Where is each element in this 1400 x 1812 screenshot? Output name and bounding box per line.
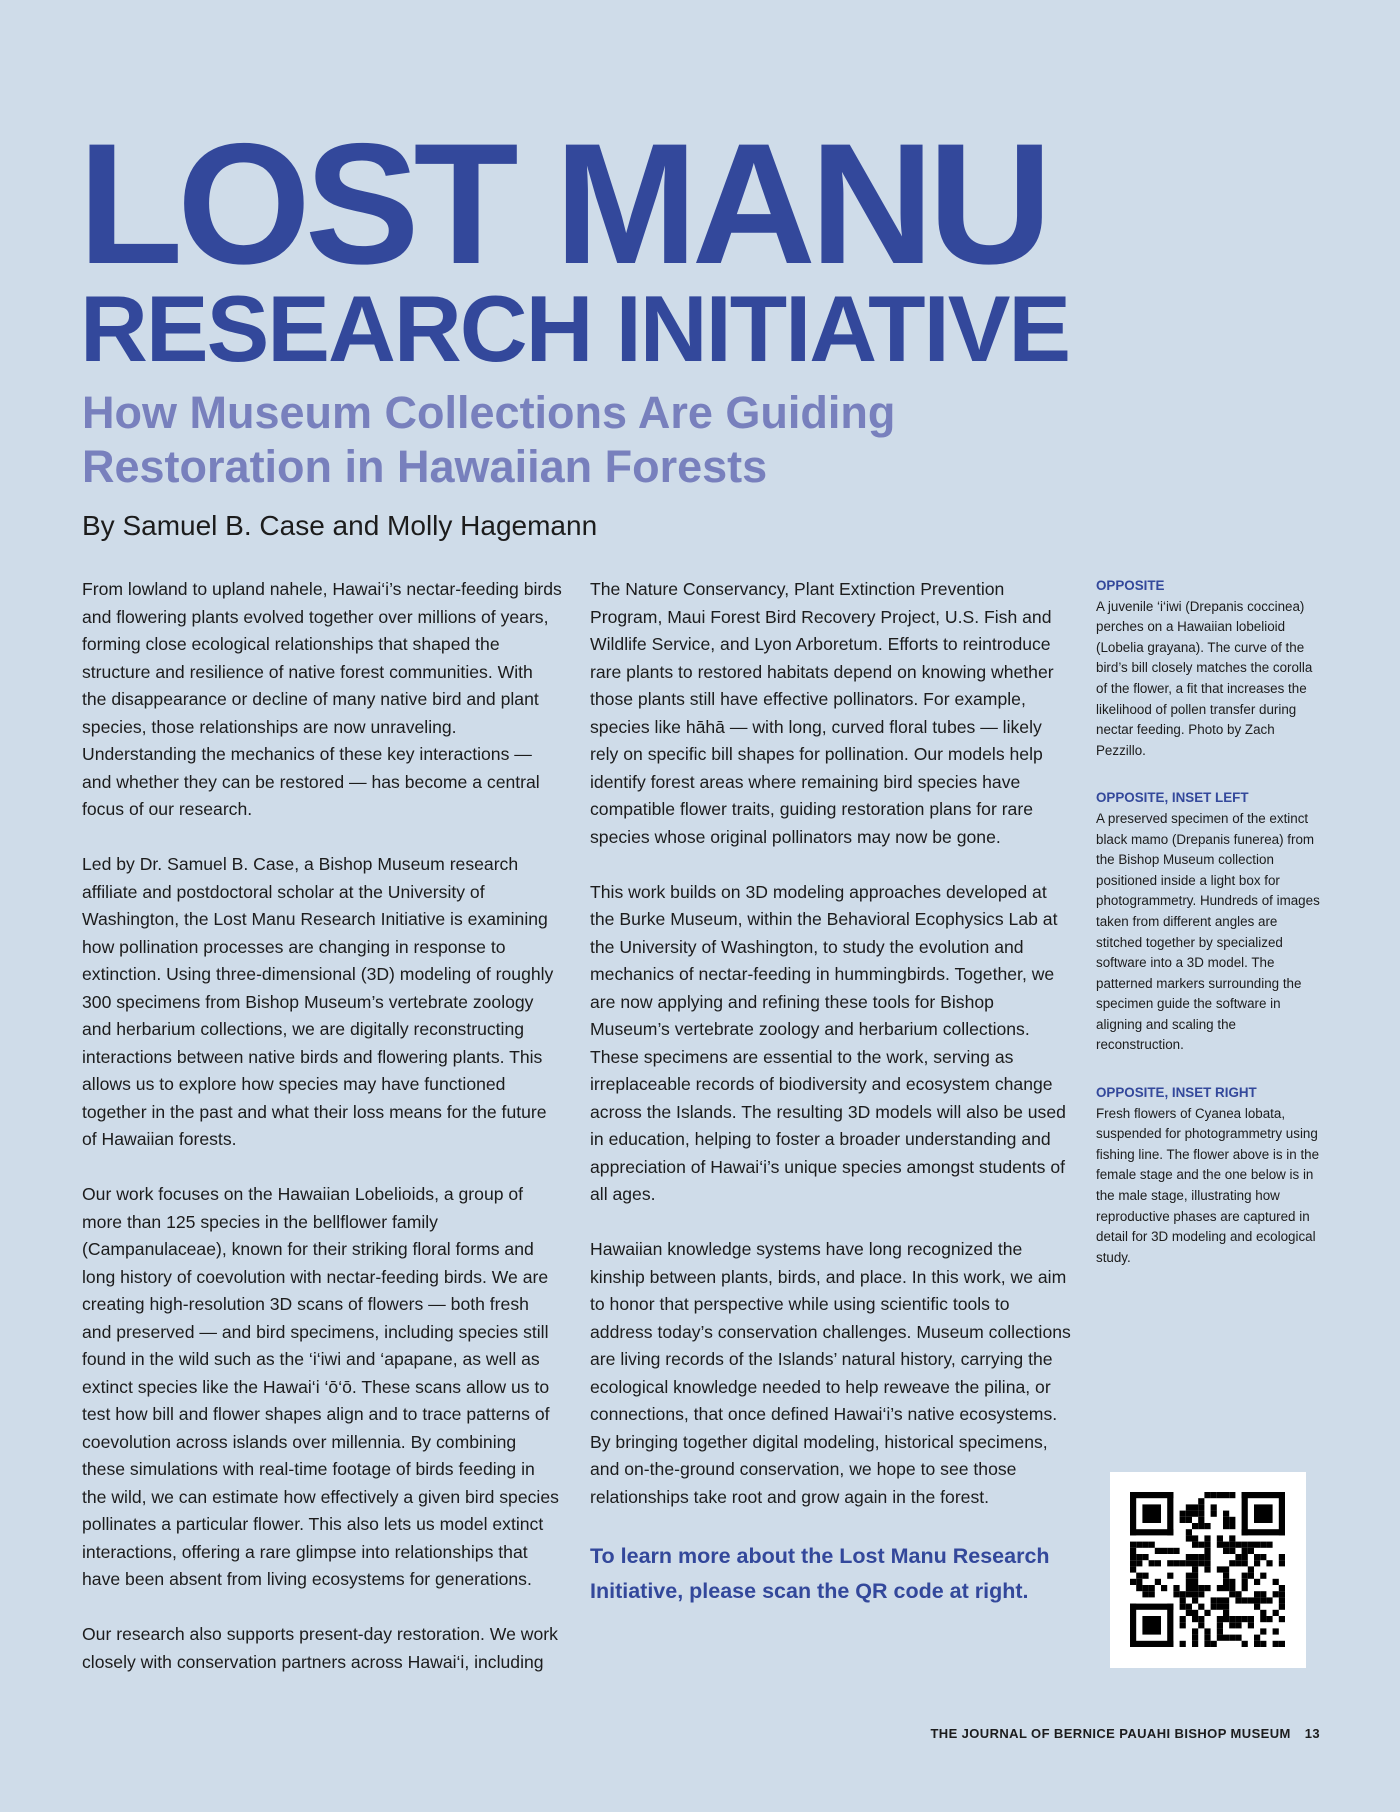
- title-line-2: RESEARCH INITIATIVE: [80, 276, 1070, 381]
- caption-heading: OPPOSITE: [1096, 578, 1165, 593]
- caption-text: A preserved specimen of the extinct black mamo (Drepanis funerea) from the Bishop Museum collection positioned inside a light box for photogrammetry. Hundreds of images taken from different angles are stitched together by specialized software into a 3D model. The patterned markers surrounding the specimen guide the software in aligning and scaling the reconstruction.: [1096, 810, 1320, 1053]
- caption-heading: OPPOSITE, INSET RIGHT: [1096, 1085, 1257, 1101]
- article-column-1: [82, 576, 562, 1704]
- caption-opposite: [1096, 576, 1322, 761]
- paragraph: This work builds on 3D modeling approaches developed at the Burke Museum, within the Behavioral Ecophysics Lab at the University of Washington, to study the evolution and mechanics of nectar-feeding in hummingbirds. Together, we are now applying and refining these tools for Bishop Museum’s vertebrate zoology and herbarium collections. These specimens are essential to the work, serving as irreplaceable records of biodiversity and ecosystem change across the Islands. The resulting 3D models will also be used in education, helping to foster a broader understanding and appreciation of Hawai‘i’s unique species amongst students of all ages.: [590, 881, 1066, 1204]
- paragraph: Our research also supports present-day restoration. We work closely with conservation partners across Hawai‘i, including: [82, 1624, 558, 1672]
- caption-inset-left: [1096, 788, 1322, 1056]
- paragraph: The Nature Conservancy, Plant Extinction Prevention Program, Maui Forest Bird Recovery Project, U.S. Fish and Wildlife Service, and Lyon Arboretum. Efforts to reintroduce rare plants to restored habitats depend on knowing whether those plants still have effective pollinators. For example, species like hāhā — with long, curved floral tubes — likely rely on specific bill shapes for pollination. Our models help identify forest areas where remaining bird species have compatible flower traits, guiding restoration plans for rare species whose original pollinators may now be gone.: [590, 579, 1054, 847]
- subtitle: How Museum Collections Are Guiding Restoration in Hawaiian Forests: [82, 387, 896, 492]
- qr-code[interactable]: [1110, 1472, 1306, 1668]
- journal-name: THE JOURNAL OF BERNICE PAUAHI BISHOP MUSEUM: [930, 1726, 1291, 1741]
- caption-text: Fresh flowers of Cyanea lobata, suspended for photogrammetry using fishing line. The flower above is in the female stage and the one below is in the male stage, illustrating how reproductive phases are captured in detail for 3D modeling and ecological study.: [1096, 1105, 1320, 1265]
- caption-inset-right: [1096, 1083, 1322, 1268]
- article-column-2: [590, 576, 1072, 1636]
- page-footer: [930, 1726, 1320, 1741]
- photo-captions: [1096, 576, 1322, 1295]
- page-number: 13: [1304, 1726, 1320, 1741]
- title-line-1: LOST MANU: [78, 108, 1047, 300]
- qr-code-icon: [1110, 1472, 1306, 1668]
- paragraph: Our work focuses on the Hawaiian Lobelioids, a group of more than 125 species in the bellflower family (Campanulaceae), known for their striking floral forms and long history of coevolution with nectar-feeding birds. We are creating high-resolution 3D scans of flowers — both fresh and preserved — and bird specimens, including species still found in the wild such as the ‘i‘iwi and ‘apapane, as well as extinct species like the Hawai‘i ‘ō‘ō. These scans allow us to test how bill and flower shapes align and to trace patterns of coevolution across islands over millennia. By combining these simulations with real-time footage of birds feeding in the wild, we can estimate how effectively a given bird species pollinates a particular flower. This also lets us model extinct interactions, offering a rare glimpse into relationships that have been absent from living ecosystems for generations.: [82, 1184, 559, 1589]
- paragraph: Hawaiian knowledge systems have long recognized the kinship between plants, birds, and place. In this work, we aim to honor that perspective while using scientific tools to address today’s conservation challenges. Museum collections are living records of the Islands’ natural history, carrying the ecological knowledge needed to help reweave the pilina, or connections, that once defined Hawai‘i’s native ecosystems. By bringing together digital modeling, historical specimens, and on-the-ground conservation, we hope to see those relationships take root and grow again in the forest.: [590, 1239, 1071, 1507]
- caption-heading: OPPOSITE, INSET LEFT: [1096, 790, 1249, 806]
- byline: By Samuel B. Case and Molly Hagemann: [82, 510, 598, 541]
- caption-text: A juvenile ‘i‘iwi (Drepanis coccinea) perches on a Hawaiian lobelioid (Lobelia grayana). The curve of the bird’s bill closely matches the corolla of the flower, a fit that increases the likelihood of pollen transfer during nectar feeding. Photo by Zach Pezzillo.: [1096, 598, 1313, 758]
- call-to-action: To learn more about the Lost Manu Research Initiative, please scan the QR code at right.: [590, 1543, 1050, 1603]
- paragraph: Led by Dr. Samuel B. Case, a Bishop Museum research affiliate and postdoctoral scholar at the University of Washington, the Lost Manu Research Initiative is examining how pollination processes are changing in response to extinction. Using three-dimensional (3D) modeling of roughly 300 specimens from Bishop Museum’s vertebrate zoology and herbarium collections, we are digitally reconstructing interactions between native birds and flowering plants. This allows us to explore how species may have functioned together in the past and what their loss means for the future of Hawaiian forests.: [82, 854, 554, 1149]
- paragraph: From lowland to upland nahele, Hawai‘i’s nectar-feeding birds and flowering plants evolved together over millions of years, forming close ecological relationships that shaped the structure and resilience of native forest communities. With the disappearance or decline of many native bird and plant species, those relationships are now unraveling. Understanding the mechanics of these key interactions — and whether they can be restored — has become a central focus of our research.: [82, 579, 562, 819]
